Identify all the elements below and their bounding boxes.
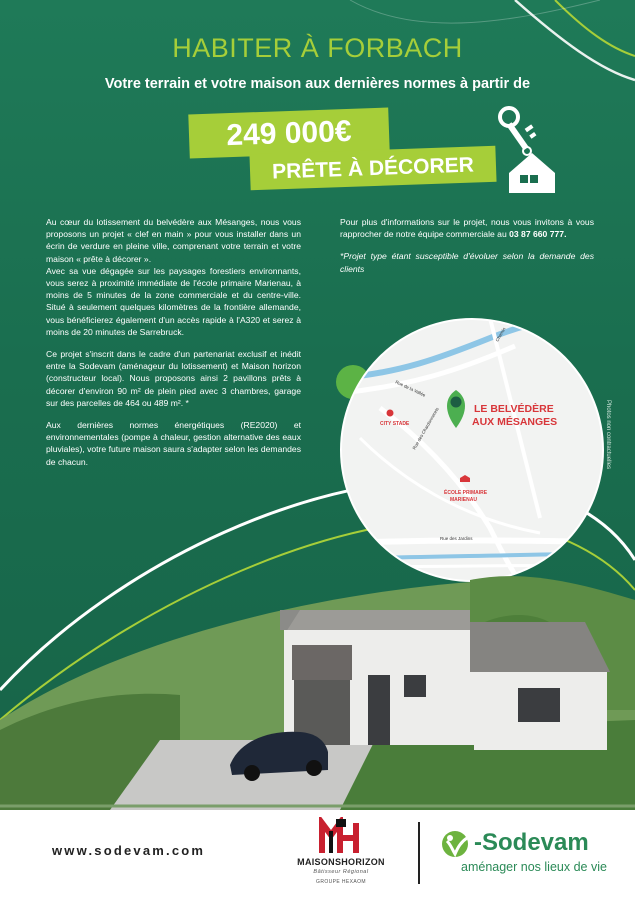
- contact-text: Pour plus d'informations sur le projet, nous vous invitons à vous rapprocher de notre équipe commerciale au: [340, 217, 594, 240]
- house-rendering: [0, 570, 635, 810]
- paragraph-partnership: Ce projet s'inscrit dans le cadre d'un partenariat exclusif et inédit entre la Sodevam (aménageur du lotissement) et Maison horizon (constructeur local). Nous proposons ainsi 2 pavillons prêts à décorer d'environ 90 m² de plein pied avec 3 chambres, garage sur des parcelles de 464 ou 489 m². *: [46, 349, 301, 408]
- photo-credit: Photos non contractuelles: [605, 400, 611, 470]
- tagline-text: PRÊTE À DÉCORER: [271, 153, 475, 184]
- phone-number[interactable]: 03 87 660 777.: [509, 229, 567, 240]
- footer-divider: [418, 822, 420, 884]
- maisons-horizon-group: GROUPE HEXAOM: [316, 879, 366, 885]
- location-label-line2: AUX MÉSANGES: [472, 416, 558, 428]
- right-text-column: [340, 216, 594, 285]
- street-label-chardonnerets: Rue des Chardonnerets: [411, 406, 440, 451]
- house-key-icon: [497, 103, 567, 195]
- location-pin-dot: [451, 397, 462, 408]
- paragraph-standards: Aux dernières normes énergétiques (RE2020) et environnementales (pompe à chaleur, gestion alternative des eaux pluviales), votre future maison saura s'adapter selon les demandes de chacun.: [46, 420, 301, 467]
- maisons-horizon-subtitle: Bâtisseur Régional: [313, 869, 369, 875]
- maisons-horizon-name: MAISONSHORIZON: [297, 857, 385, 867]
- left-text-column: [46, 216, 301, 478]
- poi-school-label-2: MARIENAU: [450, 497, 477, 503]
- sodevam-tagline: aménager nos lieux de vie: [461, 860, 607, 874]
- location-label-line1: LE BELVÉDÈRE: [474, 403, 554, 415]
- maisons-horizon-logo-icon: [284, 817, 398, 857]
- main-title: HABITER À FORBACH: [172, 33, 463, 63]
- stadium-marker-icon: [387, 410, 394, 417]
- poi-stadium-label: CITY STADE: [380, 421, 410, 427]
- sodevam-name: -Sodevam: [474, 829, 589, 856]
- sodevam-logo-icon: [438, 829, 474, 859]
- paragraph-location: Avec sa vue dégagée sur les paysages forestiers environnants, vous serez à proximité immédiate de l'école primaire Marienau, à moins de 5 minutes de la zone commerciale et du centre-ville. Situé à seulement quelques kilomètres de la frontière allemande, vous bénéficierez également d'un accès rapide à l'A320 et serez à moins de 20 minutes de Sarrebruck.: [46, 265, 301, 337]
- street-label-top: Chemin: [494, 326, 507, 343]
- location-map: [340, 318, 604, 582]
- contact-paragraph: [340, 216, 594, 240]
- street-label-jardins: Rue des Jardins: [440, 536, 473, 541]
- poi-school-label-1: ÉCOLE PRIMAIRE: [444, 490, 488, 496]
- disclaimer-note: *Projet type étant susceptible d'évoluer selon la demande des clients: [340, 251, 594, 274]
- subtitle: Votre terrain et votre maison aux dernières normes à partir de: [104, 76, 531, 92]
- website-link[interactable]: www.sodevam.com: [52, 843, 206, 858]
- street-label-vallee: Rue de la Vallée: [394, 379, 427, 398]
- price-value: 249 000€: [225, 114, 353, 153]
- paragraph-intro: Au cœur du lotissement du belvédère aux Mésanges, nous vous proposons un projet « clef en main » pour vous installer dans un écrin de verdure en pleine ville, comprenant votre terrain et votre maison « prête à décorer ».: [46, 217, 301, 264]
